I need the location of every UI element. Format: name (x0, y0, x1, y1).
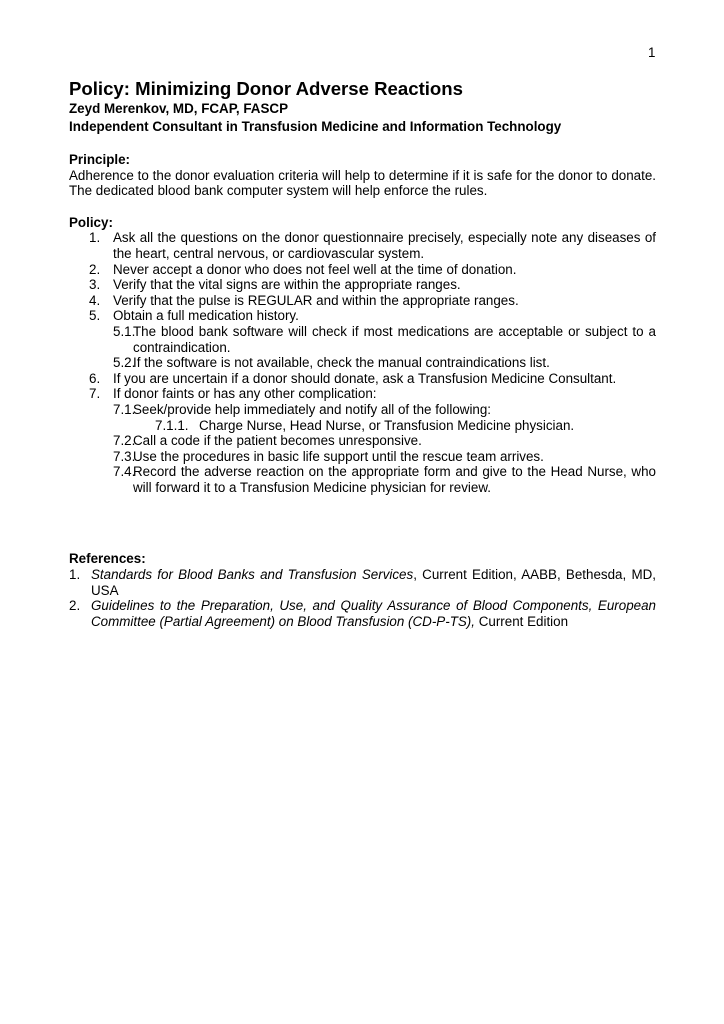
item-text: Never accept a donor who does not feel well at the time of donation. (113, 261, 517, 277)
subsubitem-text: Charge Nurse, Head Nurse, or Transfusion Medicine physician. (199, 417, 575, 433)
item-number: 1. (89, 230, 101, 246)
subitem-number: 7.4. (113, 464, 136, 480)
item-text: Verify that the pulse is REGULAR and within the appropriate ranges. (113, 292, 519, 308)
subitem-number: 7.1. (113, 401, 136, 417)
item-number: 6. (89, 370, 101, 386)
subitem-text: The blood bank software will check if most medications are acceptable or subject to a contraindication. (133, 323, 656, 355)
policy-subitem (113, 355, 656, 371)
author-line: Zeyd Merenkov, MD, FCAP, FASCP (69, 101, 289, 116)
policy-subsublist (133, 418, 656, 434)
reference-title: Guidelines to the Preparation, Use, and Quality Assurance of Blood Components, European Committee (Partial Agreement) on Blood Transfusion (CD-P-TS), (91, 598, 656, 629)
item-text: If you are uncertain if a donor should donate, ask a Transfusion Medicine Consultant. (113, 370, 617, 386)
policy-item (69, 293, 656, 309)
policy-subitem (113, 449, 656, 465)
policy-item (69, 230, 656, 261)
item-text: If donor faints or has any other complication: (113, 386, 377, 402)
subitem-text: Seek/provide help immediately and notify all of the following: (133, 401, 492, 417)
reference-title: Standards for Blood Banks and Transfusion Services (91, 567, 414, 583)
references-heading: References: (69, 551, 146, 567)
principle-section (69, 152, 656, 199)
policy-list (69, 230, 656, 495)
subitem-text: If the software is not available, check the manual contraindications list. (133, 355, 550, 371)
item-text: Ask all the questions on the donor questionnaire precisely, especially note any diseases of the heart, central nervous, or cardiovascular system. (113, 230, 656, 261)
references-section (69, 551, 656, 629)
subitem-text: Record the adverse reaction on the appropriate form and give to the Head Nurse, who will forward it to a Transfusion Medicine physician for review. (133, 464, 656, 495)
policy-subsubitem (133, 418, 656, 434)
reference-item (69, 598, 656, 629)
document-body (69, 78, 656, 629)
policy-item (69, 386, 656, 495)
item-text: Verify that the vital signs are within the appropriate ranges. (113, 277, 461, 293)
policy-item (69, 277, 656, 293)
reference-details: Current Edition (475, 613, 569, 629)
item-number: 2. (89, 261, 101, 277)
subitem-text: Use the procedures in basic life support until the rescue team arrives. (133, 448, 544, 464)
reference-item (69, 567, 656, 598)
page-number: 1 (648, 45, 656, 60)
policy-sublist (113, 324, 656, 371)
item-text: Obtain a full medication history. (113, 308, 299, 324)
item-number: 4. (89, 292, 101, 308)
policy-item (69, 308, 656, 370)
reference-details: , Current Edition, AABB, Bethesda, MD, USA (91, 567, 656, 598)
policy-subitem (113, 433, 656, 449)
affiliation-line: Independent Consultant in Transfusion Medicine and Information Technology (69, 119, 562, 134)
item-number: 5. (89, 308, 101, 324)
item-number: 7. (89, 386, 101, 402)
principle-heading: Principle: (69, 152, 131, 167)
subitem-number: 5.2. (113, 355, 136, 371)
document-title: Policy: Minimizing Donor Adverse Reactions (69, 78, 463, 99)
references-list (69, 567, 656, 629)
policy-heading: Policy: (69, 214, 113, 230)
subitem-number: 5.1. (113, 323, 136, 339)
policy-subitem (113, 464, 656, 495)
policy-item (69, 262, 656, 278)
subsubitem-number: 7.1.1. (155, 417, 189, 433)
policy-item (69, 371, 656, 387)
policy-subitem (113, 324, 656, 355)
subitem-text: Call a code if the patient becomes unresponsive. (133, 433, 422, 449)
reference-number: 1. (69, 567, 81, 583)
policy-subitem (113, 402, 656, 433)
policy-sublist (113, 402, 656, 496)
subitem-number: 7.3. (113, 448, 136, 464)
item-number: 3. (89, 277, 101, 293)
principle-text: Adherence to the donor evaluation criteria will help to determine if it is safe for the donor to donate. The dedicated blood bank computer system will help enforce the rules. (69, 167, 656, 199)
subitem-number: 7.2. (113, 433, 136, 449)
policy-section (69, 215, 656, 496)
reference-number: 2. (69, 598, 81, 614)
